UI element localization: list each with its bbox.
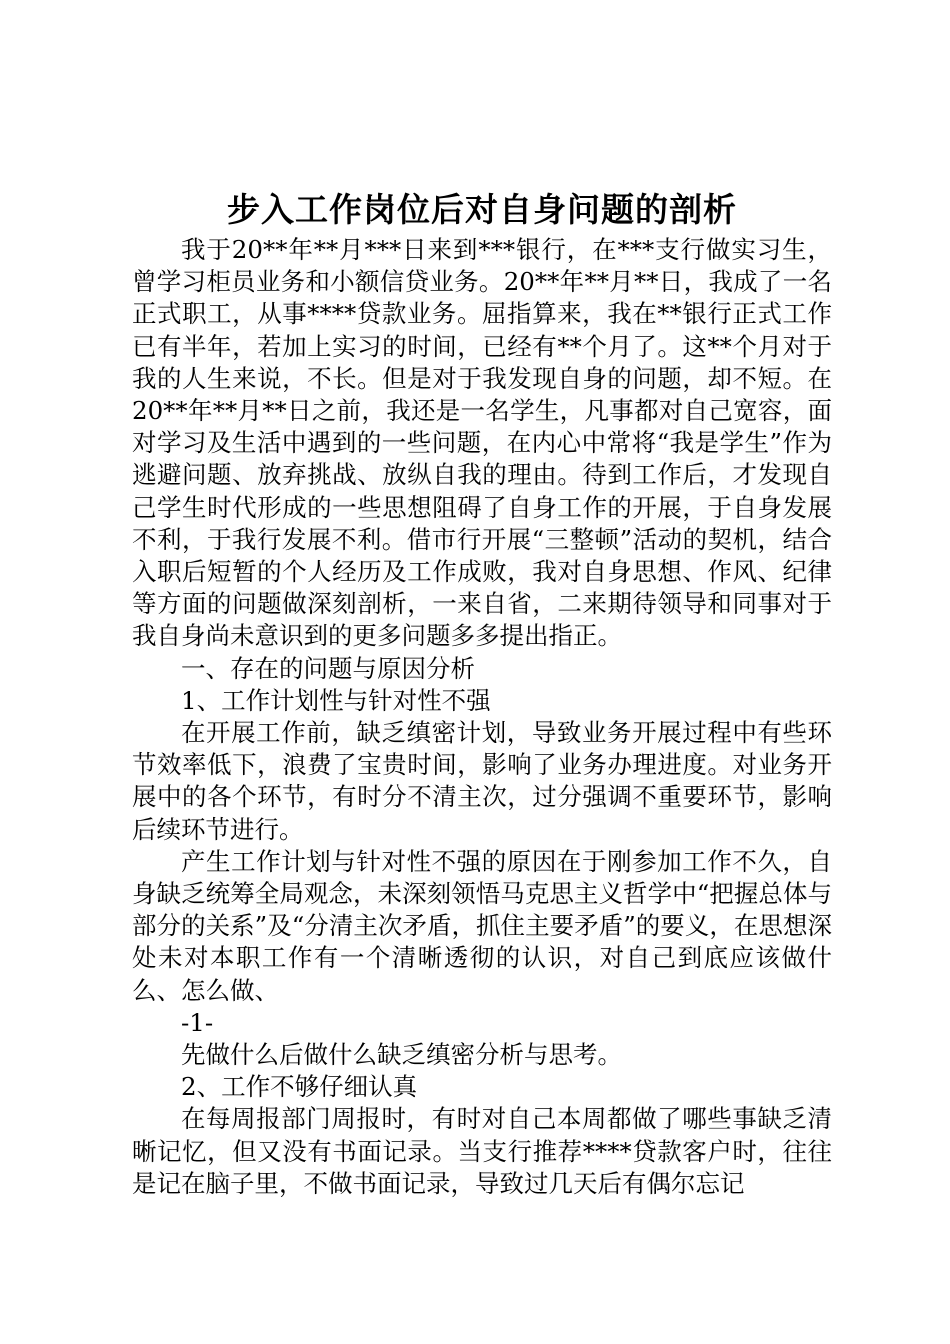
body-paragraph: 在每周报部门周报时，有时对自己本周都做了哪些事缺乏清晰记忆，但又没有书面记录。当支行推荐****贷款客户时，往往是记在脑子里，不做书面记录，导致过几天后有偶尔忘记 [132,1104,832,1198]
intro-paragraph: 我于20**年**月***日来到***银行，在***支行做实习生，曾学习柜员业务和小额信贷业务。20**年**月**日，我成了一名正式职工，从事****贷款业务。屈指算来，我在**银行正式工作已有半年，若加上实习的时间，已经有**个月了。这**个月对于我的人生来说，不长。但是对于我发现自身的问题，却不短。在20**年**月**日之前，我还是一名学生，凡事都对自己宽容，面对学习及生活中遇到的一些问题，在内心中常将“我是学生”作为逃避问题、放弃挑战、放纵自我的理由。待到工作后，才发现自己学生时代形成的一些思想阻碍了自身工作的开展，于自身发展不利，于我行发展不利。借市行开展“三整顿”活动的契机，结合入职后短暂的个人经历及工作成败，我对自身思想、作风、纪律等方面的问题做深刻剖析，一来自省，二来期待领导和同事对于我自身尚未意识到的更多问题多多提出指正。 [132,235,832,651]
page-number: -1- [181,1007,214,1037]
continued-paragraph: 先做什么后做什么缺乏缜密分析与思考。 [181,1040,622,1070]
section-heading: 一、存在的问题与原因分析 [181,653,475,683]
document-title: 步入工作岗位后对自身问题的剖析 [227,190,737,229]
subsection-heading: 2、工作不够仔细认真 [181,1072,418,1102]
subsection-heading: 1、工作计划性与针对性不强 [181,685,491,715]
document-page [132,188,832,1200]
body-paragraph: 在开展工作前，缺乏缜密计划，导致业务开展过程中有些环节效率低下，浪费了宝贵时间，影响了业务办理进度。对业务开展中的各个环节，有时分不清主次，过分强调不重要环节，影响后续环节进行。 [132,718,832,844]
body-paragraph: 产生工作计划与针对性不强的原因在于刚参加工作不久，自身缺乏统筹全局观念，未深刻领悟马克思主义哲学中“把握总体与部分的关系”及“分清主次矛盾，抓住主要矛盾”的要义，在思想深处未对本职工作有一个清晰透彻的认识，对自己到底应该做什么、怎么做、 [132,846,832,1005]
